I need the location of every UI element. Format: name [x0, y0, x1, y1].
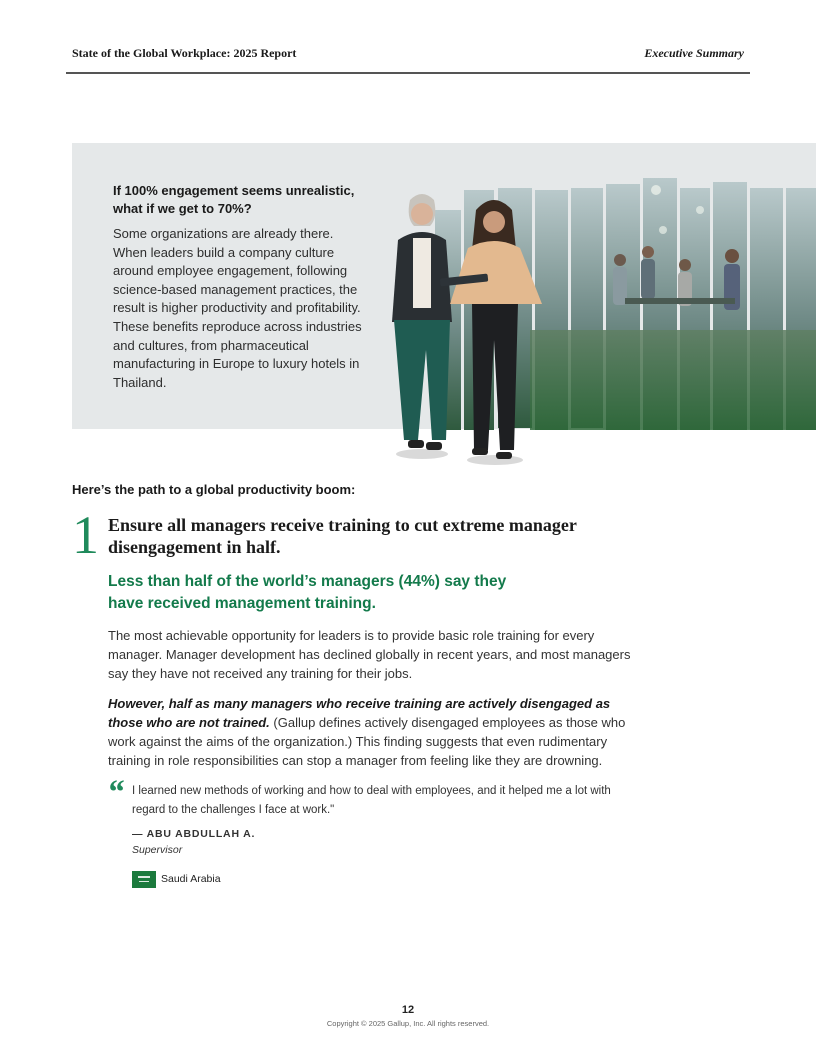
report-title: State of the Global Workplace: 2025 Report	[72, 46, 297, 60]
office-photo	[380, 170, 816, 470]
callout-body: Some organizations are already there. When leaders build a company culture around employee engagement, following science-based management practices, the result is higher productivity and profitability. These benefits reproduce across industries and cultures, from pharmaceutical manufacturing in Europe to luxury hotels in Thailand.	[113, 226, 362, 390]
section-intro: Here’s the path to a global productivity boom:	[72, 482, 356, 497]
quote-author: — ABU ABDULLAH A.	[132, 828, 256, 840]
paragraph-2-emphasis: However, half as many managers who receive training are actively disengaged as those who are not trained.	[108, 696, 611, 730]
page-number: 12	[401, 1004, 415, 1016]
item-subhead: Less than half of the world’s managers (44%) say they have received management training.	[108, 573, 507, 612]
paragraph-2	[108, 694, 636, 770]
header-divider	[66, 72, 750, 74]
item-number: 1	[72, 505, 99, 565]
copyright: Copyright © 2025 Gallup, Inc. All rights reserved.	[326, 1019, 490, 1028]
callout-heading: If 100% engagement seems unrealistic, what if we get to 70%?	[113, 183, 355, 216]
quote-text: I learned new methods of working and how to deal with employees, and it helped me a lot with regard to the challenges I face at work."	[132, 785, 611, 816]
country-label: Saudi Arabia	[161, 873, 221, 885]
quote-mark-icon: “	[107, 774, 124, 811]
paragraph-1: The most achievable opportunity for leaders is to provide basic role training for every manager. Manager development has declined globally in recent years, and most managers say they have not received any training for their jobs.	[108, 628, 631, 681]
quote-role: Supervisor	[132, 844, 183, 856]
item-title: Ensure all managers receive training to cut extreme manager disengagement in half.	[108, 515, 577, 557]
paragraph-2-rest: (Gallup defines actively disengaged employees as those who work against the aims of the organization.) This finding suggests that even rudimentary training in role responsibilities can stop a manager from feeling like they are drowning.	[108, 715, 626, 768]
section-title: Executive Summary	[644, 46, 744, 60]
saudi-arabia-flag-icon	[132, 871, 156, 888]
